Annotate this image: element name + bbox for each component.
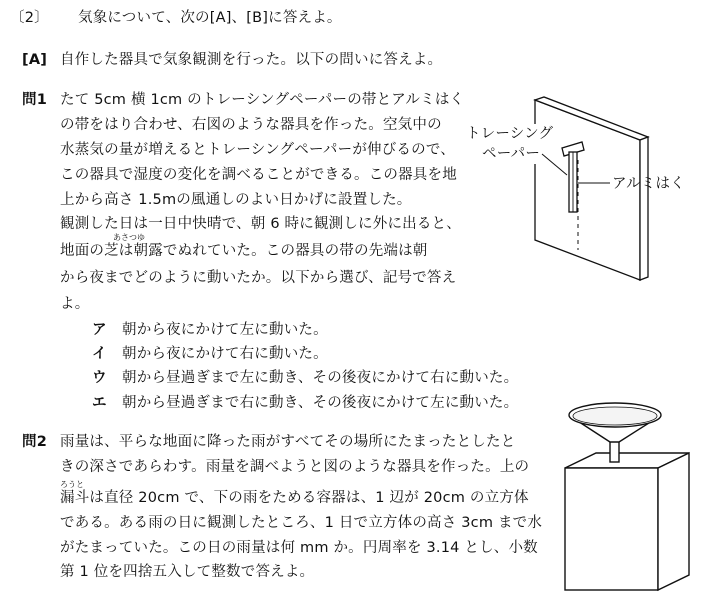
part-a-label: [A]	[22, 52, 48, 68]
q2-line-1: 雨量は、平らな地面に降った雨がすべてその場所にたまったとしたと	[60, 434, 516, 450]
q1-line-2: の帯をはり合わせ、右図のような器具を作った。空気中の	[60, 117, 442, 133]
choice-e-text: 朝から昼過ぎまで右に動き、その後夜にかけて左に動いた。	[122, 395, 519, 411]
section-number: 〔2〕	[10, 10, 49, 26]
q1-line-5: 上から高さ 1.5mの風通しのよい日かげに設置した。	[60, 192, 412, 208]
label-aluminum-foil: アルミはく	[612, 176, 685, 192]
q2-line-5: がたまっていた。この日の雨量は何 mm か。円周率を 3.14 とし、小数	[60, 540, 538, 556]
part-a-text: 自作した器具で気象観測を行った。以下の問いに答えよ。	[60, 52, 443, 68]
label-tracing-line1: トレーシング	[466, 126, 554, 142]
q1-line-9: よ。	[60, 296, 90, 312]
q1-label: 問1	[22, 92, 47, 108]
choice-u-key: ウ	[92, 370, 107, 386]
label-tracing-line2: ペーパー	[482, 146, 541, 162]
ruby-routo: ろうと	[60, 480, 84, 489]
q1-line-7: 地面の芝は朝露でぬれていた。この器具の帯の先端は朝	[60, 243, 428, 259]
q2-line-4: である。ある雨の日に観測したところ、1 日で立方体の高さ 3cm まで水	[60, 515, 543, 531]
choice-a-key: ア	[92, 322, 107, 338]
ruby-asatsuyu: あさつゆ	[113, 233, 145, 242]
q1-line-8: から夜までどのように動いたか。以下から選び、記号で答え	[60, 270, 457, 286]
funnel-stem	[610, 440, 619, 462]
q1-line-4: この器具で湿度の変化を調べることができる。この器具を地	[60, 167, 457, 183]
q2-line-2: きの深さであらわす。雨量を調べようと図のような器具を作った。上の	[60, 459, 530, 475]
q1-line-6: 観測した日は一日中快晴で、朝 6 時に観測しに外に出ると、	[60, 216, 461, 232]
choice-a-text: 朝から夜にかけて左に動いた。	[122, 322, 328, 338]
choice-e-key: エ	[92, 395, 107, 411]
choice-u-text: 朝から昼過ぎまで左に動き、その後夜にかけて右に動いた。	[122, 370, 519, 386]
choice-i-text: 朝から夜にかけて右に動いた。	[122, 346, 328, 362]
choice-i-key: イ	[92, 346, 107, 362]
cube-side-face	[658, 453, 689, 590]
q2-line-3: 漏斗は直径 20cm で、下の雨をためる容器は、1 辺が 20cm の立方体	[60, 490, 529, 506]
q2-line-6: 第 1 位を四捨五入して整数で答えよ。	[60, 564, 315, 580]
q2-label: 問2	[22, 434, 47, 450]
funnel-inner-rim	[573, 407, 657, 425]
section-instruction: 気象について、次の[A]、[B]に答えよ。	[78, 10, 342, 26]
q1-line-3: 水蒸気の量が増えるとトレーシングペーパーが伸びるので、	[60, 142, 455, 158]
cube-front-face	[565, 468, 658, 590]
q1-line-1: たて 5cm 横 1cm のトレーシングペーパーの帯とアルミはく	[60, 92, 465, 108]
